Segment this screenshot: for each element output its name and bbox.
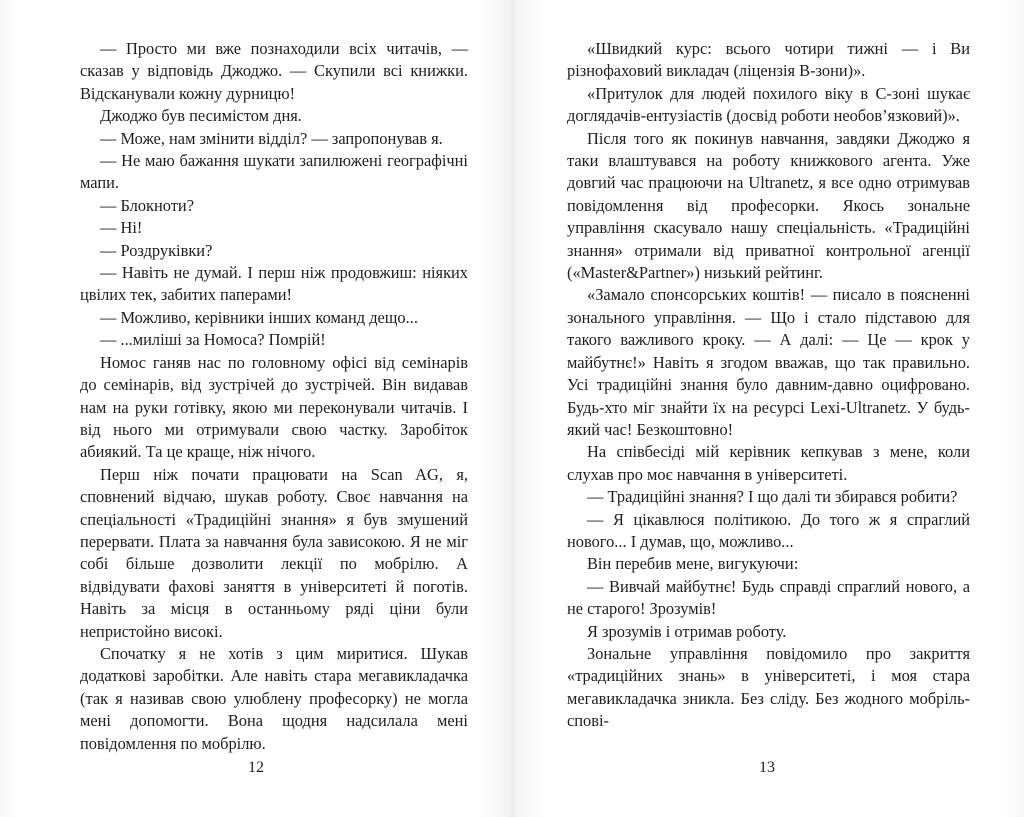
paragraph: Джоджо був песимістом дня. xyxy=(100,106,302,126)
paragraph: — Просто ми вже познаходили всіх читачів, — сказав у відповідь Джоджо. — Скупили всі книжки. Відсканували кожну дурницю! xyxy=(80,39,468,103)
paragraph: «Замало спонсорських коштів! — писало в поясненні зонального управління. — Що і стало підставою для такого важливого кроку. — А далі: — Це — крок у майбутнє!» Навіть я згодом вважав, що так правильно. Усі традиційні знання було давним-давно оцифровано. Будь-хто міг знайти їх на ресурсі Lexi-Ultranetz. У будь-який час! Безкоштовно! xyxy=(567,285,970,439)
paragraph: Спочатку я не хотів з цим миритися. Шукав додаткові заробітки. Але навіть стара мегавикладачка (так я називав свою улюблену професорку) не могла мені допомогти. Вона щодня надсилала мені повідомлення по мобрілю. xyxy=(80,643,468,753)
paragraph: Номос ганяв нас по головному офісі від семінарів до семінарів, від зустрічей до зустрічей. Він видавав нам на руки готівку, якою ми переконували читачів. І від нього ми отримували свою частку. Заробіток абиякий. Та це краще, ніж нічого. xyxy=(80,352,468,462)
paragraph: На співбесіді мій керівник кепкував з мене, коли слухав про моє навчання в університеті. xyxy=(567,442,970,484)
paragraph: — Традиційні знання? І що далі ти збирався робити? xyxy=(587,487,958,507)
paragraph: Зональне управління повідомило про закриття «традиційних знань» в університеті, і моя стара мегавикладачка зникла. Без сліду. Без жодного мобріль-спові- xyxy=(567,643,970,731)
paragraph: Перш ніж почати працювати на Scan AG, я, сповнений відчаю, шукав роботу. Своє навчання на спеціальності «Традиційні знання» я був змушений перервати. Плата за навчання була зависокою. Я не міг собі більше дозволити лекції по мобрілю. А відвідувати фахові заняття в університеті й поготів. Навіть за місця в останньому ряді ціни були непристойно високі. xyxy=(80,464,468,641)
left-page-text xyxy=(80,38,468,755)
paragraph: — Ні! xyxy=(100,218,143,238)
paragraph: — Можливо, керівники інших команд дещо... xyxy=(100,307,418,327)
paragraph: — ...миліші за Номоса? Помрій! xyxy=(100,330,326,350)
paragraph: Я зрозумів і отримав роботу. xyxy=(587,621,787,641)
paragraph: — Не маю бажання шукати запилюжені географічні мапи. xyxy=(80,151,468,193)
paragraph: — Може, нам змінити відділ? — запропонував я. xyxy=(100,128,443,148)
paragraph: Він перебив мене, вигукуючи: xyxy=(587,554,799,574)
paragraph: «Притулок для людей похилого віку в C-зоні шукає доглядачів-ентузіастів (досвід роботи необов’язковий)». xyxy=(567,83,970,126)
paragraph: — Вивчай майбутнє! Будь справді спраглий нового, а не старого! Зрозумів! xyxy=(567,576,970,619)
right-page-text xyxy=(567,38,970,733)
page-number-right: 13 xyxy=(759,759,775,776)
paragraph: — Роздруківки? xyxy=(100,240,213,260)
paragraph: — Я цікавлюся політикою. До того ж я спраглий нового... І думав, що, можливо... xyxy=(567,509,970,551)
paragraph: Після того як покинув навчання, завдяки Джоджо я таки влаштувався на роботу книжкового агента. Уже довгий час працюючи на Ultranetz, я все одно отримував повідомлення від професорки. Якось зональне управління скасувало нашу спеціальність. «Традиційні знання» отримали від приватної контрольної агенції («Master&Partner») низький рейтинг. xyxy=(567,128,970,283)
paragraph: «Швидкий курс: всього чотири тижні — і Ви різнофаховий викладач (ліцензія B-зони)». xyxy=(567,39,970,81)
paragraph: — Навіть не думай. І перш ніж продовжиш: ніяких цвілих тек, забитих паперами! xyxy=(80,263,468,305)
paragraph: — Блокноти? xyxy=(100,195,194,215)
page-number-left: 12 xyxy=(248,759,264,776)
